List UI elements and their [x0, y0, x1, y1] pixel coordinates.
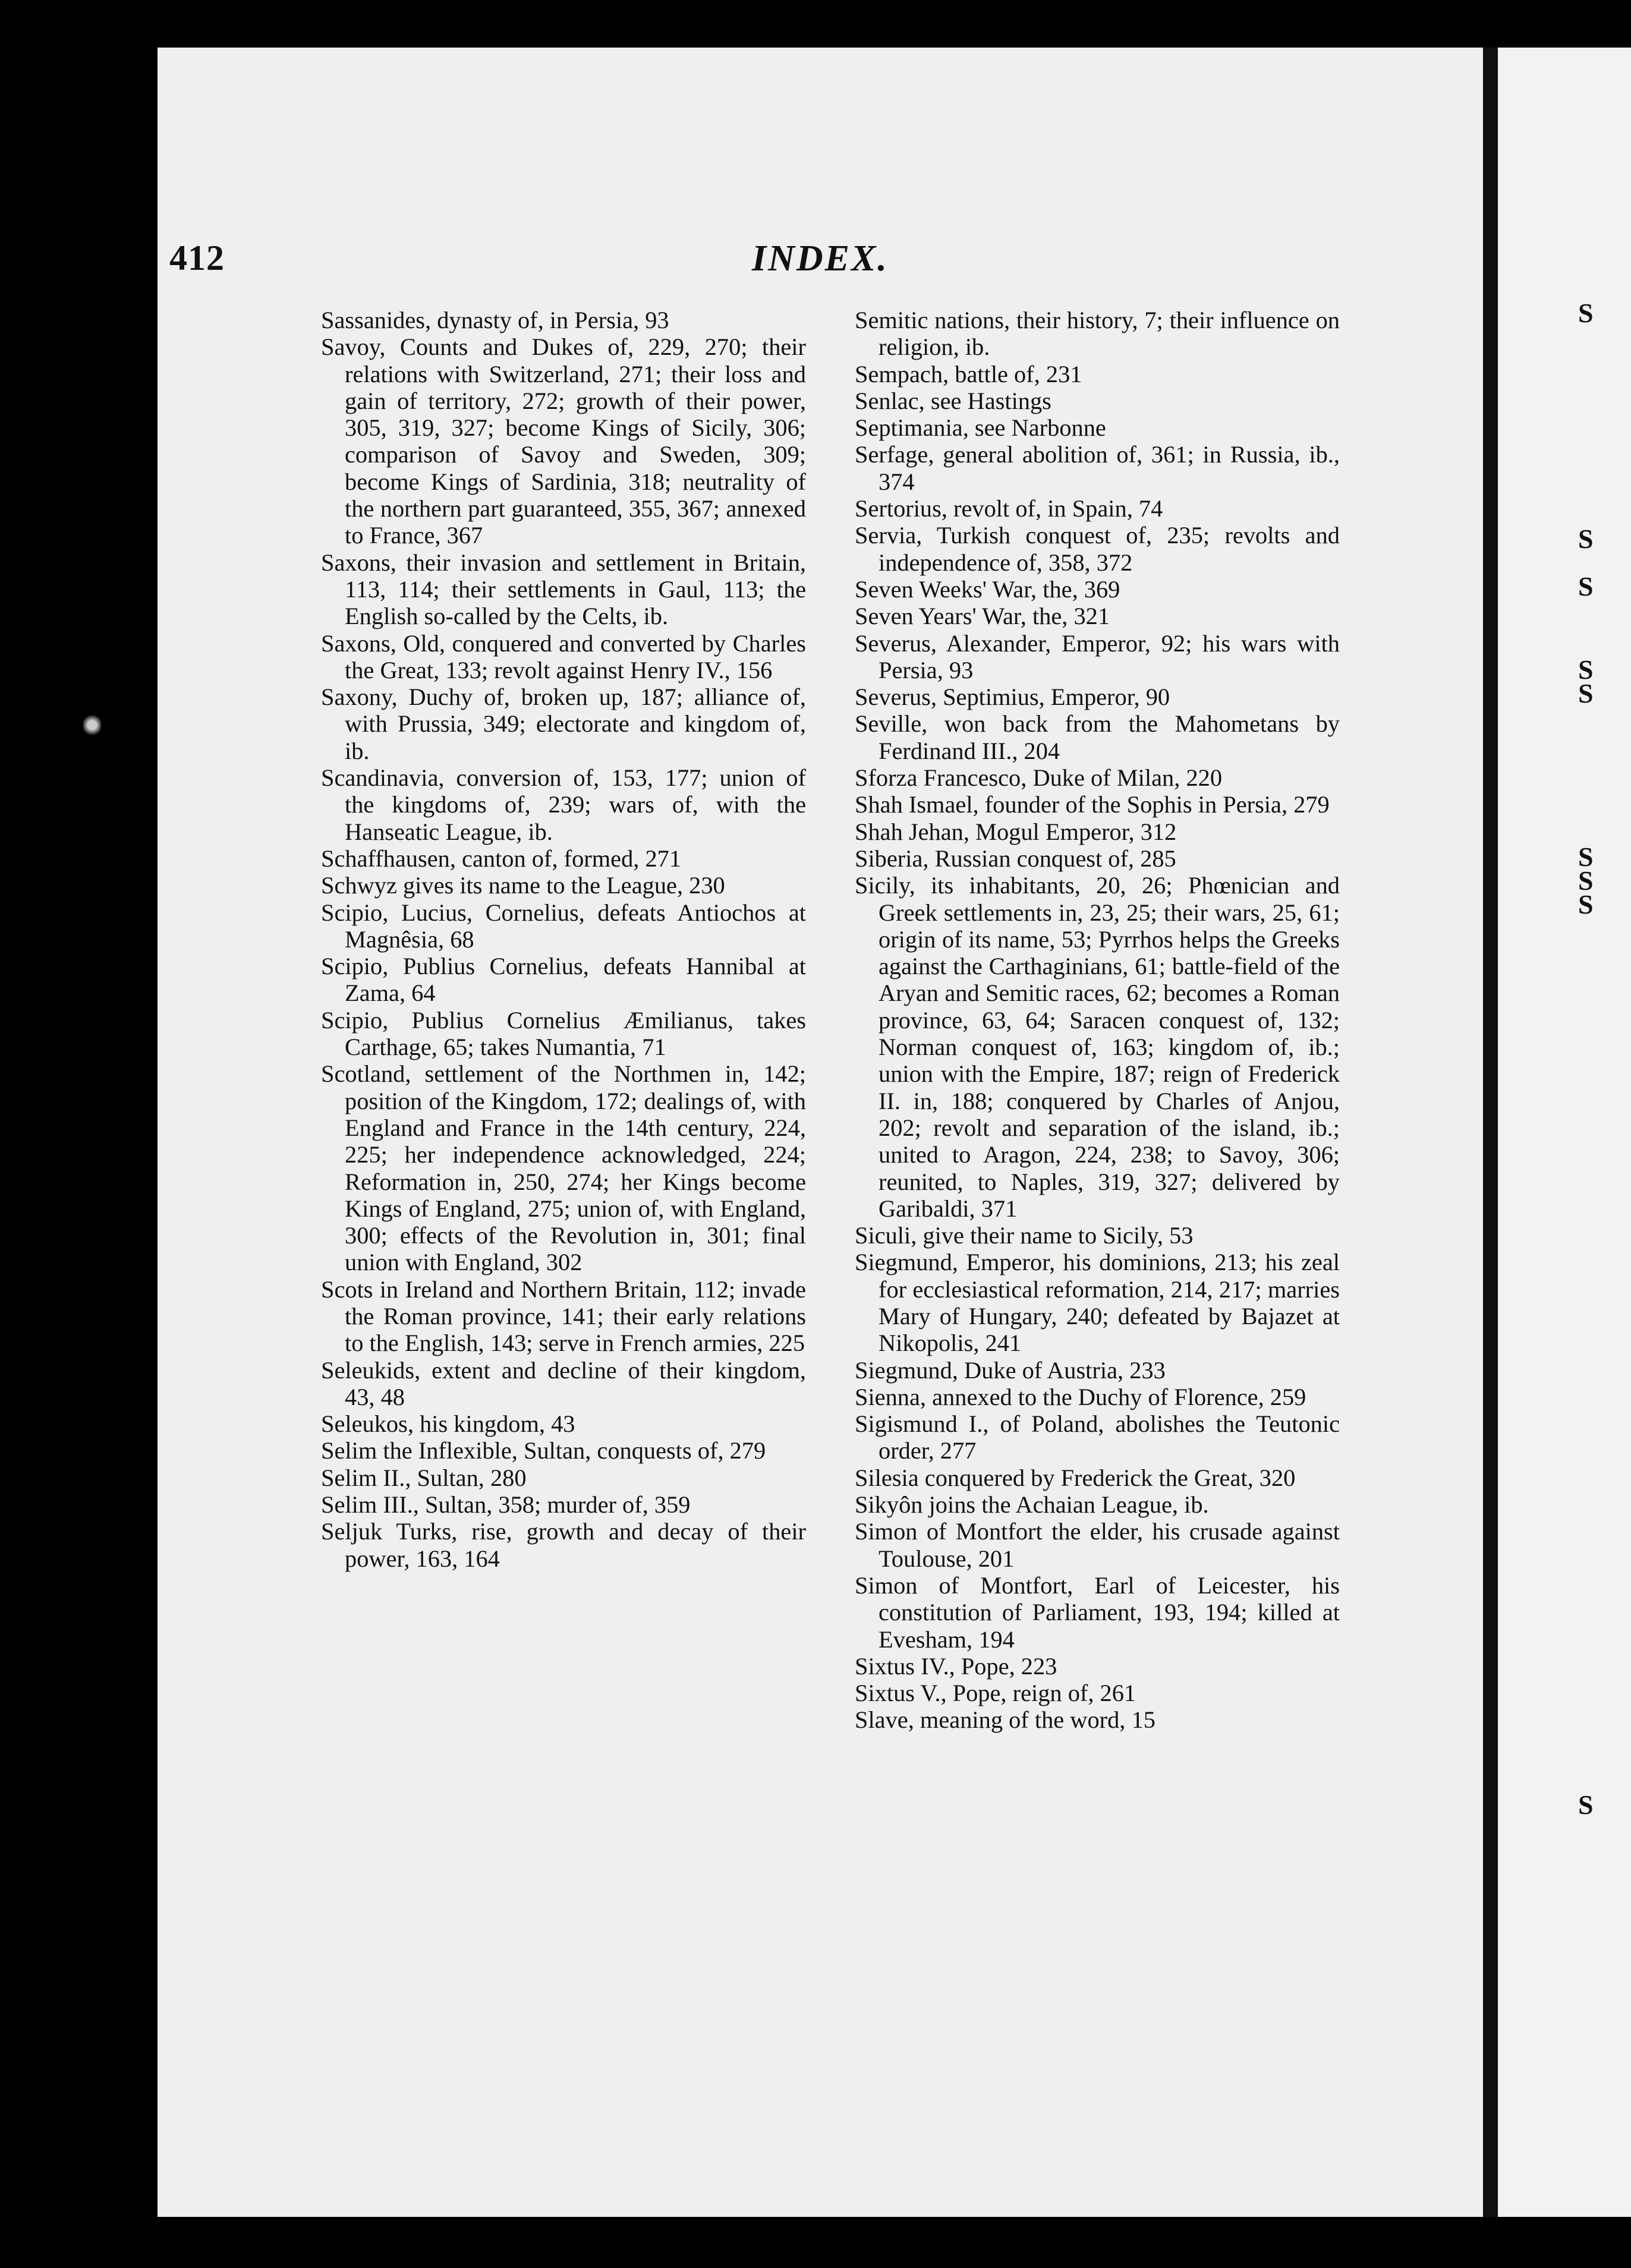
facing-page-letter: S — [1578, 1790, 1594, 1820]
facing-page-letter: S — [1578, 842, 1594, 872]
index-entry: Schwyz gives its name to the League, 230 — [321, 872, 725, 899]
index-entry: Siberia, Russian conquest of, 285 — [855, 845, 1176, 872]
index-entry: Septimania, see Narbonne — [855, 414, 1106, 442]
index-entry: Selim II., Sultan, 280 — [321, 1464, 527, 1491]
facing-page-letter: S — [1578, 298, 1594, 328]
index-entry: Sicily, its inhabitants, 20, 26; Phœnician and Greek settlements in, 23, 25; their wars, 25, 61; origin of its name, 53; Pyrrhos helps the Greeks against the Carthaginians, 61; battle-field of the Aryan and Semitic races, 62; becomes a Roman province, 63, 64; Saracen conquest of, 132; Norman conquest of, 163; kingdom of, ib.; union with the Empire, 187; reign of Frederick II. in, 188; conquered by Charles of Anjou, 202; revolt and separation of the island, ib.; united to Aragon, 224, 238; to Savoy, 306; reunited, to Naples, 319, 327; delivered by Garibaldi, 371 — [855, 872, 1340, 1222]
index-entry: Schaffhausen, canton of, formed, 271 — [321, 845, 682, 872]
index-entry: Scipio, Publius Cornelius Æmilianus, takes Carthage, 65; takes Numantia, 71 — [321, 1006, 806, 1061]
index-entry: Sixtus V., Pope, reign of, 261 — [855, 1680, 1136, 1707]
page-number: 412 — [169, 238, 225, 278]
index-entry: Selim III., Sultan, 358; murder of, 359 — [321, 1491, 691, 1519]
index-entry: Shah Ismael, founder of the Sophis in Persia, 279 — [855, 791, 1330, 818]
index-entry: Seleukids, extent and decline of their kingdom, 43, 48 — [321, 1356, 806, 1410]
index-entry: Sikyôn joins the Achaian League, ib. — [855, 1491, 1209, 1519]
index-entry: Sforza Francesco, Duke of Milan, 220 — [855, 764, 1223, 792]
index-entry: Sigismund I., of Poland, abolishes the Teutonic order, 277 — [855, 1410, 1340, 1464]
index-entry: Scipio, Lucius, Cornelius, defeats Antiochos at Magnêsia, 68 — [321, 899, 806, 953]
index-entry: Seven Years' War, the, 321 — [855, 603, 1110, 630]
index-entry: Sienna, annexed to the Duchy of Florence, 259 — [855, 1383, 1306, 1410]
facing-page-letter: S — [1578, 654, 1594, 685]
facing-page-letter: S — [1578, 571, 1594, 601]
index-entry: Siegmund, Duke of Austria, 233 — [855, 1356, 1166, 1384]
index-entry: Silesia conquered by Frederick the Great, 320 — [855, 1464, 1296, 1491]
index-entry: Scipio, Publius Cornelius, defeats Hannibal at Zama, 64 — [321, 953, 806, 1007]
index-entry: Sempach, battle of, 231 — [855, 360, 1082, 388]
running-head: INDEX. — [752, 238, 889, 279]
index-entry: Saxons, Old, conquered and converted by Charles the Great, 133; revolt against Henry IV., 156 — [321, 629, 806, 683]
index-column-right — [855, 307, 1340, 1734]
index-entry: Seleukos, his kingdom, 43 — [321, 1410, 575, 1438]
index-entry: Severus, Alexander, Emperor, 92; his wars with Persia, 93 — [855, 629, 1340, 683]
index-entry: Slave, meaning of the word, 15 — [855, 1706, 1155, 1734]
facing-page-letter: S — [1578, 678, 1594, 708]
index-entry: Selim the Inflexible, Sultan, conquests of, 279 — [321, 1437, 766, 1464]
index-entry: Scandinavia, conversion of, 153, 177; union of the kingdoms of, 239; wars of, with the Hanseatic League, ib. — [321, 764, 806, 845]
index-entry: Semitic nations, their history, 7; their influence on religion, ib. — [855, 307, 1340, 361]
index-entry: Sassanides, dynasty of, in Persia, 93 — [321, 307, 669, 333]
facing-page-letter: S — [1578, 889, 1594, 919]
page-gutter — [1483, 48, 1498, 2217]
index-entry: Severus, Septimius, Emperor, 90 — [855, 683, 1170, 711]
index-entry: Scotland, settlement of the Northmen in, 142; position of the Kingdom, 172; dealings of, with England and France in the 14th century, 224, 225; her independence acknowledged, 224; Reformation in, 250, 274; her Kings become Kings of England, 275; union of, with England, 300; effects of the Revolution in, 301; final union with England, 302 — [321, 1060, 806, 1276]
facing-page-letter: S — [1578, 524, 1594, 554]
index-entry: Siegmund, Emperor, his dominions, 213; his zeal for ecclesiastical reformation, 214, 217; marries Mary of Hungary, 240; defeated by Bajazet at Nikopolis, 241 — [855, 1249, 1340, 1357]
index-entry: Sixtus IV., Pope, 223 — [855, 1652, 1057, 1680]
index-entry: Senlac, see Hastings — [855, 387, 1051, 414]
index-entry: Shah Jehan, Mogul Emperor, 312 — [855, 818, 1177, 845]
index-entry: Seven Weeks' War, the, 369 — [855, 575, 1120, 603]
index-entry: Seljuk Turks, rise, growth and decay of their power, 163, 164 — [321, 1518, 806, 1572]
index-entry: Saxony, Duchy of, broken up, 187; alliance of, with Prussia, 349; electorate and kingdom of, ib. — [321, 683, 806, 764]
index-entry: Sertorius, revolt of, in Spain, 74 — [855, 495, 1163, 522]
index-entry: Scots in Ireland and Northern Britain, 112; invade the Roman province, 141; their early relations to the English, 143; serve in French armies, 225 — [321, 1275, 806, 1357]
index-entry: Seville, won back from the Mahometans by Ferdinand III., 204 — [855, 710, 1340, 764]
index-entry: Savoy, Counts and Dukes of, 229, 270; their relations with Switzerland, 271; their loss and gain of territory, 272; growth of their power, 305, 319, 327; become Kings of Sicily, 306; comparison of Savoy and Sweden, 309; become Kings of Sardinia, 318; neutrality of the northern part guaranteed, 355, 367; annexed to France, 367 — [321, 333, 806, 549]
facing-page-edge — [1498, 48, 1631, 2217]
index-entry: Servia, Turkish conquest of, 235; revolts and independence of, 358, 372 — [855, 522, 1340, 576]
index-entry: Saxons, their invasion and settlement in Britain, 113, 114; their settlements in Gaul, 113; the English so-called by the Celts, ib. — [321, 549, 806, 630]
index-entry: Simon of Montfort the elder, his crusade against Toulouse, 201 — [855, 1518, 1340, 1572]
index-entry: Serfage, general abolition of, 361; in Russia, ib., 374 — [855, 441, 1340, 495]
index-column-left — [321, 307, 806, 1572]
index-entry: Siculi, give their name to Sicily, 53 — [855, 1222, 1194, 1249]
paper-speck — [83, 713, 101, 737]
index-entry: Simon of Montfort, Earl of Leicester, his constitution of Parliament, 193, 194; killed at Evesham, 194 — [855, 1571, 1340, 1653]
facing-page-letter: S — [1578, 865, 1594, 896]
